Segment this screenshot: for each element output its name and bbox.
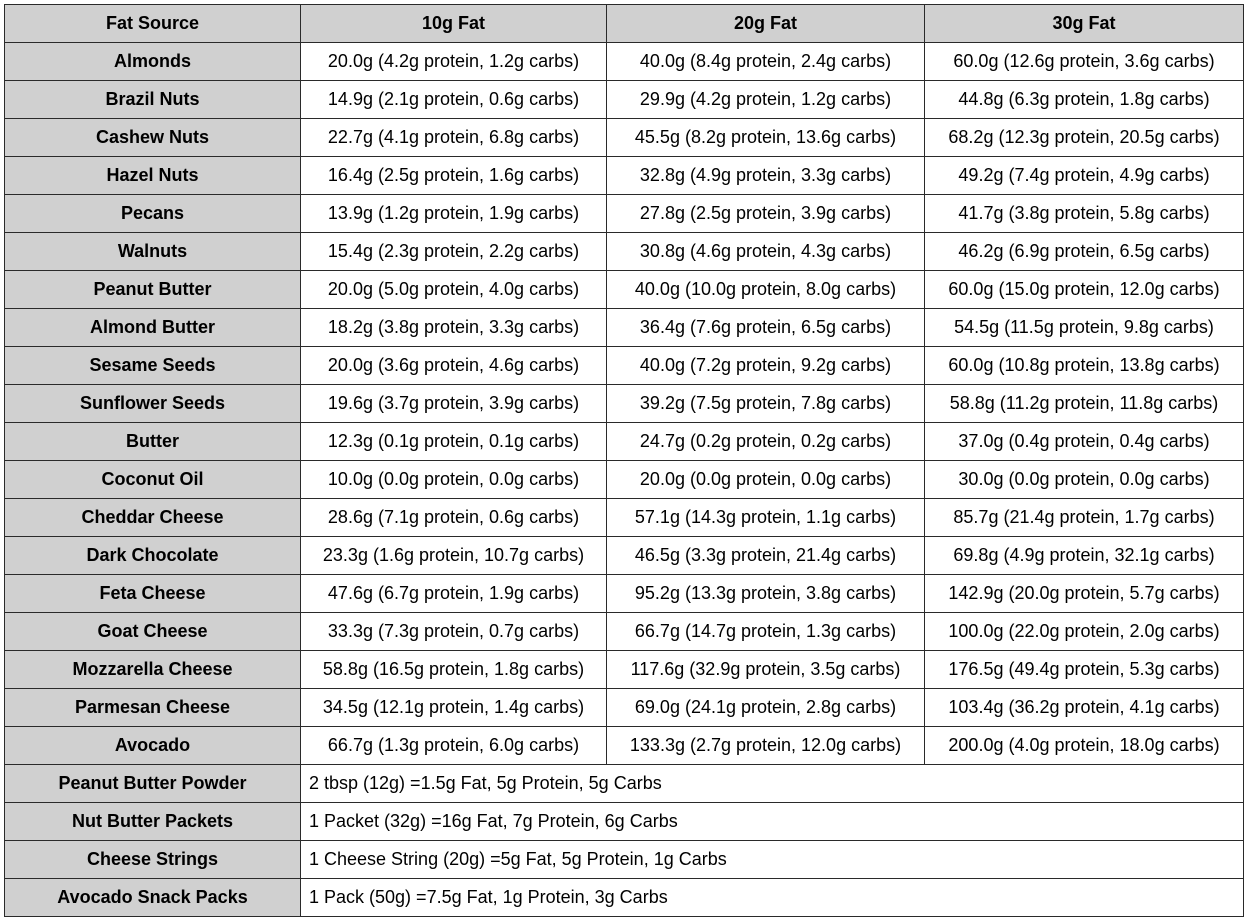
header-10g-fat: 10g Fat bbox=[301, 5, 607, 43]
cell-10g-fat: 14.9g (2.1g protein, 0.6g carbs) bbox=[301, 81, 607, 119]
cell-10g-fat: 66.7g (1.3g protein, 6.0g carbs) bbox=[301, 727, 607, 765]
fat-source-table bbox=[4, 4, 1244, 917]
cell-30g-fat: 69.8g (4.9g protein, 32.1g carbs) bbox=[925, 537, 1244, 575]
cell-30g-fat: 68.2g (12.3g protein, 20.5g carbs) bbox=[925, 119, 1244, 157]
cell-20g-fat: 30.8g (4.6g protein, 4.3g carbs) bbox=[607, 233, 925, 271]
fat-source-name: Avocado Snack Packs bbox=[5, 879, 301, 917]
cell-30g-fat: 85.7g (21.4g protein, 1.7g carbs) bbox=[925, 499, 1244, 537]
table-row bbox=[5, 43, 1244, 81]
fat-source-name: Sesame Seeds bbox=[5, 347, 301, 385]
cell-10g-fat: 19.6g (3.7g protein, 3.9g carbs) bbox=[301, 385, 607, 423]
cell-30g-fat: 100.0g (22.0g protein, 2.0g carbs) bbox=[925, 613, 1244, 651]
serving-note: 1 Pack (50g) =7.5g Fat, 1g Protein, 3g Carbs bbox=[301, 879, 1244, 917]
fat-source-name: Cashew Nuts bbox=[5, 119, 301, 157]
table-row bbox=[5, 233, 1244, 271]
fat-source-name: Dark Chocolate bbox=[5, 537, 301, 575]
table-row bbox=[5, 195, 1244, 233]
cell-30g-fat: 54.5g (11.5g protein, 9.8g carbs) bbox=[925, 309, 1244, 347]
fat-source-name: Pecans bbox=[5, 195, 301, 233]
fat-source-name: Nut Butter Packets bbox=[5, 803, 301, 841]
cell-10g-fat: 58.8g (16.5g protein, 1.8g carbs) bbox=[301, 651, 607, 689]
cell-30g-fat: 44.8g (6.3g protein, 1.8g carbs) bbox=[925, 81, 1244, 119]
table-row bbox=[5, 157, 1244, 195]
cell-20g-fat: 39.2g (7.5g protein, 7.8g carbs) bbox=[607, 385, 925, 423]
cell-10g-fat: 16.4g (2.5g protein, 1.6g carbs) bbox=[301, 157, 607, 195]
table-row bbox=[5, 119, 1244, 157]
cell-10g-fat: 12.3g (0.1g protein, 0.1g carbs) bbox=[301, 423, 607, 461]
fat-source-name: Brazil Nuts bbox=[5, 81, 301, 119]
table-row bbox=[5, 461, 1244, 499]
cell-10g-fat: 18.2g (3.8g protein, 3.3g carbs) bbox=[301, 309, 607, 347]
fat-source-name: Cheese Strings bbox=[5, 841, 301, 879]
table-row bbox=[5, 537, 1244, 575]
fat-source-name: Parmesan Cheese bbox=[5, 689, 301, 727]
cell-30g-fat: 41.7g (3.8g protein, 5.8g carbs) bbox=[925, 195, 1244, 233]
header-20g-fat: 20g Fat bbox=[607, 5, 925, 43]
fat-source-name: Coconut Oil bbox=[5, 461, 301, 499]
fat-source-name: Mozzarella Cheese bbox=[5, 651, 301, 689]
table-row bbox=[5, 613, 1244, 651]
fat-source-name: Cheddar Cheese bbox=[5, 499, 301, 537]
cell-20g-fat: 117.6g (32.9g protein, 3.5g carbs) bbox=[607, 651, 925, 689]
table-body bbox=[5, 43, 1244, 917]
cell-30g-fat: 60.0g (12.6g protein, 3.6g carbs) bbox=[925, 43, 1244, 81]
table-row bbox=[5, 423, 1244, 461]
cell-10g-fat: 47.6g (6.7g protein, 1.9g carbs) bbox=[301, 575, 607, 613]
fat-source-name: Almond Butter bbox=[5, 309, 301, 347]
note-row bbox=[5, 841, 1244, 879]
cell-20g-fat: 27.8g (2.5g protein, 3.9g carbs) bbox=[607, 195, 925, 233]
fat-source-name: Butter bbox=[5, 423, 301, 461]
cell-30g-fat: 49.2g (7.4g protein, 4.9g carbs) bbox=[925, 157, 1244, 195]
cell-20g-fat: 29.9g (4.2g protein, 1.2g carbs) bbox=[607, 81, 925, 119]
cell-30g-fat: 200.0g (4.0g protein, 18.0g carbs) bbox=[925, 727, 1244, 765]
cell-10g-fat: 15.4g (2.3g protein, 2.2g carbs) bbox=[301, 233, 607, 271]
cell-10g-fat: 33.3g (7.3g protein, 0.7g carbs) bbox=[301, 613, 607, 651]
table-row bbox=[5, 689, 1244, 727]
cell-10g-fat: 20.0g (4.2g protein, 1.2g carbs) bbox=[301, 43, 607, 81]
cell-10g-fat: 20.0g (5.0g protein, 4.0g carbs) bbox=[301, 271, 607, 309]
serving-note: 1 Cheese String (20g) =5g Fat, 5g Protein, 1g Carbs bbox=[301, 841, 1244, 879]
cell-20g-fat: 20.0g (0.0g protein, 0.0g carbs) bbox=[607, 461, 925, 499]
cell-10g-fat: 10.0g (0.0g protein, 0.0g carbs) bbox=[301, 461, 607, 499]
table-row bbox=[5, 385, 1244, 423]
cell-10g-fat: 34.5g (12.1g protein, 1.4g carbs) bbox=[301, 689, 607, 727]
fat-source-name: Almonds bbox=[5, 43, 301, 81]
fat-source-name: Goat Cheese bbox=[5, 613, 301, 651]
cell-20g-fat: 95.2g (13.3g protein, 3.8g carbs) bbox=[607, 575, 925, 613]
cell-20g-fat: 40.0g (7.2g protein, 9.2g carbs) bbox=[607, 347, 925, 385]
cell-10g-fat: 20.0g (3.6g protein, 4.6g carbs) bbox=[301, 347, 607, 385]
cell-20g-fat: 32.8g (4.9g protein, 3.3g carbs) bbox=[607, 157, 925, 195]
fat-source-name: Walnuts bbox=[5, 233, 301, 271]
cell-20g-fat: 40.0g (10.0g protein, 8.0g carbs) bbox=[607, 271, 925, 309]
cell-20g-fat: 57.1g (14.3g protein, 1.1g carbs) bbox=[607, 499, 925, 537]
cell-30g-fat: 60.0g (10.8g protein, 13.8g carbs) bbox=[925, 347, 1244, 385]
cell-10g-fat: 23.3g (1.6g protein, 10.7g carbs) bbox=[301, 537, 607, 575]
serving-note: 1 Packet (32g) =16g Fat, 7g Protein, 6g Carbs bbox=[301, 803, 1244, 841]
table-row bbox=[5, 81, 1244, 119]
table-row bbox=[5, 271, 1244, 309]
table-row bbox=[5, 575, 1244, 613]
cell-30g-fat: 30.0g (0.0g protein, 0.0g carbs) bbox=[925, 461, 1244, 499]
cell-10g-fat: 13.9g (1.2g protein, 1.9g carbs) bbox=[301, 195, 607, 233]
note-row bbox=[5, 803, 1244, 841]
cell-30g-fat: 58.8g (11.2g protein, 11.8g carbs) bbox=[925, 385, 1244, 423]
cell-10g-fat: 28.6g (7.1g protein, 0.6g carbs) bbox=[301, 499, 607, 537]
cell-20g-fat: 69.0g (24.1g protein, 2.8g carbs) bbox=[607, 689, 925, 727]
header-fat-source: Fat Source bbox=[5, 5, 301, 43]
table-row bbox=[5, 347, 1244, 385]
fat-source-name: Peanut Butter Powder bbox=[5, 765, 301, 803]
fat-source-name: Sunflower Seeds bbox=[5, 385, 301, 423]
cell-20g-fat: 36.4g (7.6g protein, 6.5g carbs) bbox=[607, 309, 925, 347]
cell-10g-fat: 22.7g (4.1g protein, 6.8g carbs) bbox=[301, 119, 607, 157]
cell-30g-fat: 176.5g (49.4g protein, 5.3g carbs) bbox=[925, 651, 1244, 689]
table-row bbox=[5, 309, 1244, 347]
cell-20g-fat: 66.7g (14.7g protein, 1.3g carbs) bbox=[607, 613, 925, 651]
fat-source-name: Avocado bbox=[5, 727, 301, 765]
table-row bbox=[5, 499, 1244, 537]
serving-note: 2 tbsp (12g) =1.5g Fat, 5g Protein, 5g Carbs bbox=[301, 765, 1244, 803]
cell-30g-fat: 37.0g (0.4g protein, 0.4g carbs) bbox=[925, 423, 1244, 461]
cell-30g-fat: 142.9g (20.0g protein, 5.7g carbs) bbox=[925, 575, 1244, 613]
table-row bbox=[5, 727, 1244, 765]
cell-20g-fat: 45.5g (8.2g protein, 13.6g carbs) bbox=[607, 119, 925, 157]
fat-source-name: Feta Cheese bbox=[5, 575, 301, 613]
cell-20g-fat: 46.5g (3.3g protein, 21.4g carbs) bbox=[607, 537, 925, 575]
cell-30g-fat: 46.2g (6.9g protein, 6.5g carbs) bbox=[925, 233, 1244, 271]
cell-20g-fat: 40.0g (8.4g protein, 2.4g carbs) bbox=[607, 43, 925, 81]
header-30g-fat: 30g Fat bbox=[925, 5, 1244, 43]
fat-source-name: Peanut Butter bbox=[5, 271, 301, 309]
table-row bbox=[5, 651, 1244, 689]
cell-20g-fat: 24.7g (0.2g protein, 0.2g carbs) bbox=[607, 423, 925, 461]
fat-source-name: Hazel Nuts bbox=[5, 157, 301, 195]
cell-30g-fat: 103.4g (36.2g protein, 4.1g carbs) bbox=[925, 689, 1244, 727]
cell-20g-fat: 133.3g (2.7g protein, 12.0g carbs) bbox=[607, 727, 925, 765]
note-row bbox=[5, 879, 1244, 917]
note-row bbox=[5, 765, 1244, 803]
cell-30g-fat: 60.0g (15.0g protein, 12.0g carbs) bbox=[925, 271, 1244, 309]
header-row bbox=[5, 5, 1244, 43]
